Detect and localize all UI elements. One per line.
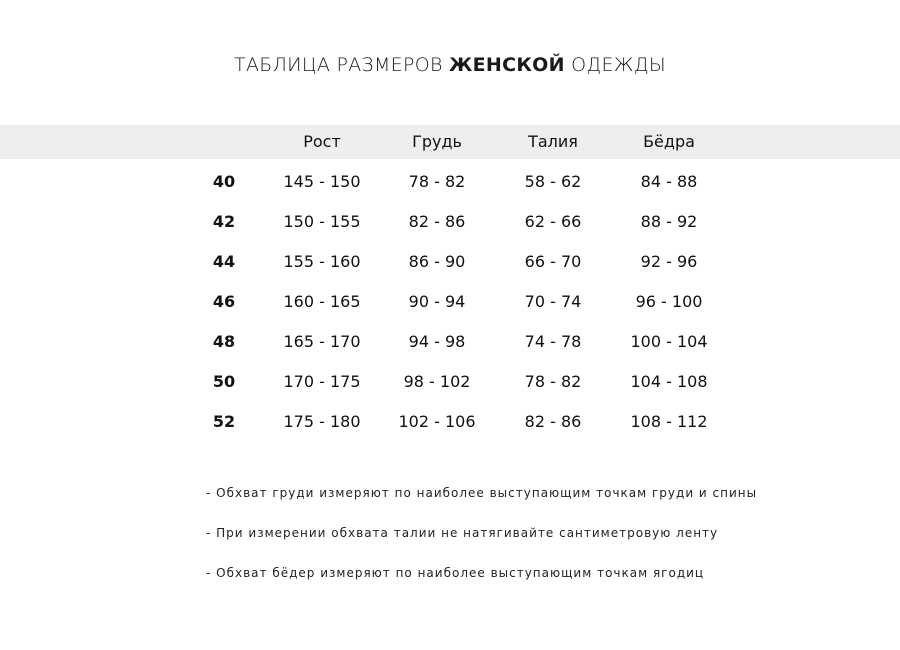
cell-size: 50 (212, 372, 236, 391)
cell-size: 48 (212, 332, 236, 351)
cell-hips: 92 - 96 (640, 252, 698, 271)
cell-size: 46 (212, 292, 236, 311)
cell-size: 52 (212, 412, 236, 431)
cell-hips: 108 - 112 (630, 412, 708, 431)
cell-size: 42 (212, 212, 236, 231)
cell-height: 160 - 165 (283, 292, 361, 311)
cell-bust: 78 - 82 (408, 172, 466, 191)
header-hips: Бёдра (643, 132, 695, 151)
cell-height: 155 - 160 (283, 252, 361, 271)
cell-bust: 94 - 98 (408, 332, 466, 351)
cell-waist: 62 - 66 (524, 212, 582, 231)
cell-hips: 100 - 104 (630, 332, 708, 351)
cell-bust: 98 - 102 (403, 372, 471, 391)
header-bust: Грудь (412, 132, 462, 151)
title-bold: ЖЕНСКОЙ (449, 54, 565, 76)
title-prefix: ТАБЛИЦА РАЗМЕРОВ (234, 54, 443, 76)
cell-waist: 58 - 62 (524, 172, 582, 191)
title-suffix: ОДЕЖДЫ (571, 54, 666, 76)
header-height: Рост (303, 132, 341, 151)
header-waist: Талия (528, 132, 578, 151)
cell-size: 44 (212, 252, 236, 271)
note-item: - Обхват груди измеряют по наиболее выступающим точкам груди и спины (206, 486, 758, 500)
cell-waist: 66 - 70 (524, 252, 582, 271)
cell-hips: 96 - 100 (635, 292, 703, 311)
page-title (0, 54, 900, 76)
cell-bust: 90 - 94 (408, 292, 466, 311)
cell-waist: 74 - 78 (524, 332, 582, 351)
cell-height: 170 - 175 (283, 372, 361, 391)
cell-waist: 70 - 74 (524, 292, 582, 311)
cell-waist: 82 - 86 (524, 412, 582, 431)
cell-hips: 88 - 92 (640, 212, 698, 231)
cell-bust: 86 - 90 (408, 252, 466, 271)
cell-size: 40 (212, 172, 236, 191)
note-item: - Обхват бёдер измеряют по наиболее выступающим точкам ягодиц (206, 566, 705, 580)
cell-hips: 84 - 88 (640, 172, 698, 191)
cell-height: 150 - 155 (283, 212, 361, 231)
cell-height: 175 - 180 (283, 412, 361, 431)
cell-bust: 82 - 86 (408, 212, 466, 231)
cell-waist: 78 - 82 (524, 372, 582, 391)
note-item: - При измерении обхвата талии не натягивайте сантиметровую ленту (206, 526, 719, 540)
cell-height: 145 - 150 (283, 172, 361, 191)
cell-hips: 104 - 108 (630, 372, 708, 391)
cell-bust: 102 - 106 (398, 412, 476, 431)
cell-height: 165 - 170 (283, 332, 361, 351)
